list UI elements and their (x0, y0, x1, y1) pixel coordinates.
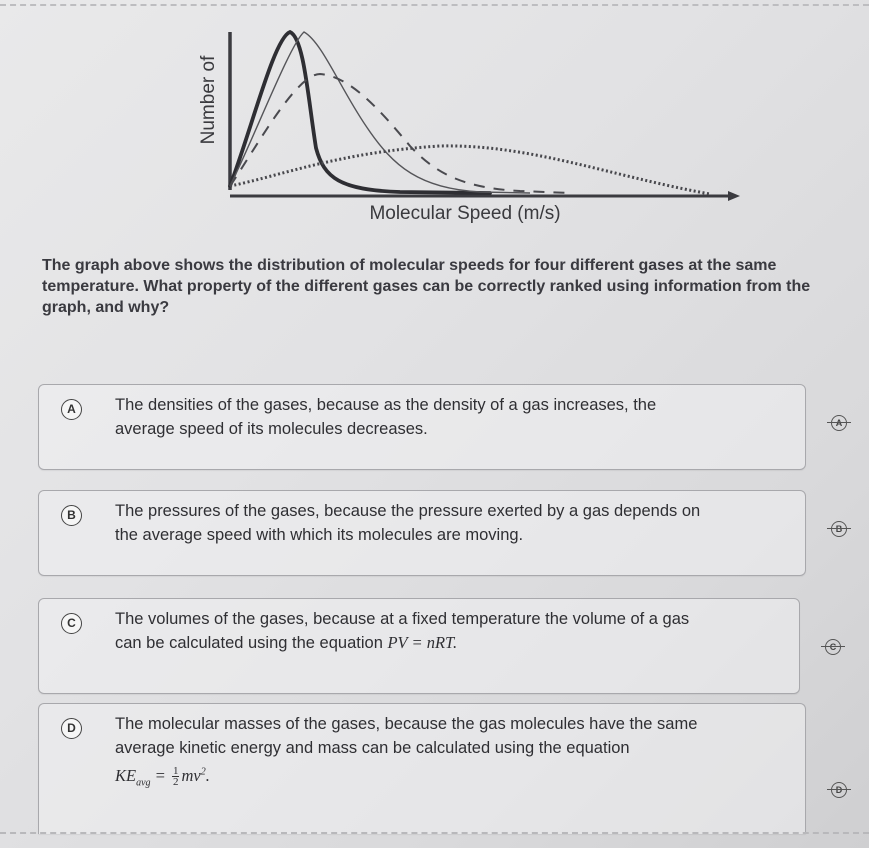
eliminate-c-icon[interactable]: C (825, 639, 841, 655)
formula-end: . (205, 765, 210, 785)
curve-dashed (230, 74, 570, 193)
bottom-divider (0, 832, 869, 834)
answer-choice-c[interactable] (38, 598, 837, 694)
formula-rhs: mv (181, 765, 201, 785)
eliminate-d-icon[interactable]: D (831, 782, 847, 798)
eliminate-b-icon[interactable]: B (831, 521, 847, 537)
formula-sup: 2 (200, 766, 206, 777)
formula-sub: avg (136, 776, 151, 788)
formula-lhs: KE (115, 765, 137, 785)
curve-bold (230, 32, 490, 193)
formula-fraction (172, 766, 180, 787)
answer-choice-a[interactable] (38, 384, 843, 470)
question-text: The graph above shows the distribution of molecular speeds for four different gases at the same temperature. What property of the different gases can be correctly ranked using information from the graph, and why? (42, 257, 811, 316)
ideal-gas-equation: PV = nRT. (387, 633, 458, 652)
choice-text-a: The densities of the gases, because as the density of a gas increases, the average speed of its molecules decreases. (115, 396, 657, 438)
choice-text-c-body: The volumes of the gases, because at a fixed temperature the volume of a gas can be calculated using the equation (115, 610, 690, 652)
formula-frac-den: 2 (172, 776, 179, 789)
speed-distribution-graph (190, 18, 750, 233)
x-axis-arrow (728, 191, 740, 201)
y-axis-label-wrap (196, 25, 222, 175)
choice-text-d-body: The molecular masses of the gases, because the gas molecules have the same average kinetic energy and mass can be calculated using the equation (115, 715, 698, 757)
choice-text-d (115, 712, 705, 795)
choice-text-c (115, 607, 699, 655)
choice-letter-c: C (61, 613, 82, 634)
choice-letter-d: D (61, 718, 82, 739)
eliminate-a-icon[interactable]: A (831, 415, 847, 431)
formula-frac-num: 1 (172, 765, 179, 778)
choice-text-b: The pressures of the gases, because the pressure exerted by a gas depends on the average speed with which its molecules are moving. (115, 502, 701, 544)
curve-dotted (230, 146, 710, 194)
y-axis-label: Number of (198, 55, 219, 145)
top-divider (0, 4, 869, 6)
x-axis-label: Molecular Speed (m/s) (369, 203, 561, 224)
formula-eq: = (154, 765, 166, 785)
choice-letter-a: A (61, 399, 82, 420)
answer-choice-b[interactable] (38, 490, 843, 576)
choice-letter-b: B (61, 505, 82, 526)
kinetic-energy-formula (115, 765, 210, 789)
answer-choice-d[interactable] (38, 703, 843, 834)
